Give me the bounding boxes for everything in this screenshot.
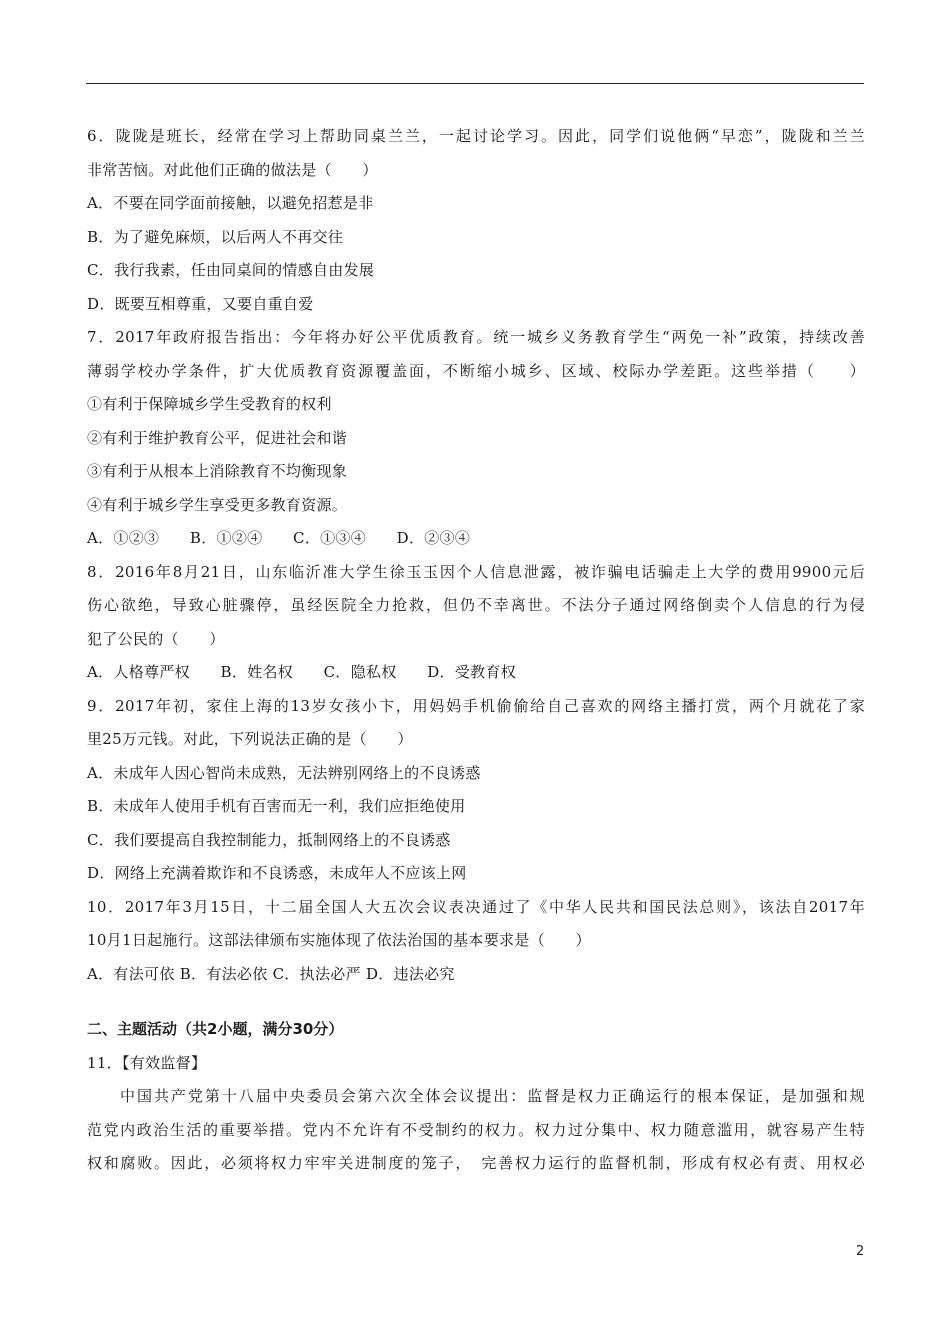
page-number: 2 bbox=[856, 1244, 865, 1259]
option-a: A．不要在同学面前接触，以避免招惹是非 bbox=[87, 194, 374, 212]
question-stem: 薄弱学校办学条件，扩大优质教育资源覆盖面，不断缩小城乡、区域、校际办学差距。这些举措（ ） bbox=[87, 361, 865, 380]
answer-options: A．有法可依 B．有法必依 C．执法必严 D．违法必究 bbox=[87, 964, 455, 983]
question-stem: 10．2017年3月15日，十二届全国人大五次会议表决通过了《中华人民共和国民法总则》，该法自2017年 bbox=[87, 897, 865, 916]
question-stem: 7．2017年政府报告指出：今年将办好公平优质教育。统一城乡义务教育学生“两免一补”政策，持续改善 bbox=[87, 328, 865, 346]
answer-options: A．①②③ B．①②④ C．①③④ D．②③④ bbox=[87, 529, 471, 547]
question-8 bbox=[87, 556, 865, 690]
option-c: C．我们要提高自我控制能力，抵制网络上的不良诱惑 bbox=[87, 830, 451, 849]
section-heading: 二、主题活动（共2小题，满分30分） bbox=[87, 1020, 344, 1038]
answer-options: A．人格尊严权 B．姓名权 C．隐私权 D．受教育权 bbox=[87, 663, 517, 681]
question-stem: 10月1日起施行。这部法律颁布实施体现了依法治国的基本要求是（ ） bbox=[87, 931, 591, 949]
statement-4: ④有利于城乡学生享受更多教育资源。 bbox=[87, 495, 348, 514]
section-spacer bbox=[87, 991, 865, 1013]
question-11 bbox=[87, 1047, 865, 1181]
question-stem: 9．2017年初，家住上海的13岁女孩小卞，用妈妈手机偷偷给自己喜欢的网络主播打赏，两个月就花了家 bbox=[87, 696, 865, 715]
question-stem: 6．陇陇是班长，经常在学习上帮助同桌兰兰，一起讨论学习。因此，同学们说他俩“早恋”，陇陇和兰兰 bbox=[87, 127, 865, 145]
option-d: D．既要互相尊重，又要自重自爱 bbox=[87, 294, 314, 313]
question-7 bbox=[87, 321, 865, 556]
statement-3: ③有利于从根本上消除教育不均衡现象 bbox=[87, 462, 348, 480]
question-stem: 8．2016年8月21日，山东临沂准大学生徐玉玉因个人信息泄露，被诈骗电话骗走上大学的费用9900元后 bbox=[87, 562, 865, 581]
question-stem: 犯了公民的（ ） bbox=[87, 629, 225, 648]
statement-1: ①有利于保障城乡学生受教育的权利 bbox=[87, 395, 332, 413]
question-stem: 伤心欲绝，导致心脏骤停，虽经医院全力抢救，但仍不幸离世。不法分子通过网络倒卖个人信息的行为侵 bbox=[87, 596, 865, 614]
option-d: D．网络上充满着欺诈和不良诱惑，未成年人不应该上网 bbox=[87, 864, 467, 882]
question-stem: 里25万元钱。对此，下列说法正确的是（ ） bbox=[87, 730, 413, 748]
paragraph-line: 中国共产党第十八届中央委员会第六次全体会议提出：监督是权力正确运行的根本保证，是加强和规 bbox=[120, 1087, 865, 1105]
option-b: B．为了避免麻烦，以后两人不再交往 bbox=[87, 227, 344, 246]
document-body bbox=[87, 120, 865, 1181]
question-title: 11．【有效监督】 bbox=[87, 1053, 207, 1072]
paragraph-line: 权和腐败。因此，必须将权力牢牢关进制度的笼子， 完善权力运行的监督机制，形成有权必有责、用权必 bbox=[87, 1154, 865, 1172]
header-rule bbox=[86, 83, 864, 84]
option-a: A．未成年人因心智尚未成熟，无法辨别网络上的不良诱惑 bbox=[87, 763, 481, 782]
option-c: C．我行我素，任由同桌间的情感自由发展 bbox=[87, 261, 375, 279]
question-9 bbox=[87, 690, 865, 891]
option-b: B．未成年人使用手机有百害而无一利，我们应拒绝使用 bbox=[87, 797, 466, 815]
question-6 bbox=[87, 120, 865, 321]
question-10 bbox=[87, 891, 865, 992]
statement-2: ②有利于维护教育公平，促进社会和谐 bbox=[87, 428, 348, 447]
paragraph-line: 范党内政治生活的重要举措。党内不允许有不受制约的权力。权力过分集中、权力随意滥用，就容易产生特 bbox=[87, 1120, 865, 1139]
question-stem: 非常苦恼。对此他们正确的做法是（ ） bbox=[87, 160, 378, 179]
